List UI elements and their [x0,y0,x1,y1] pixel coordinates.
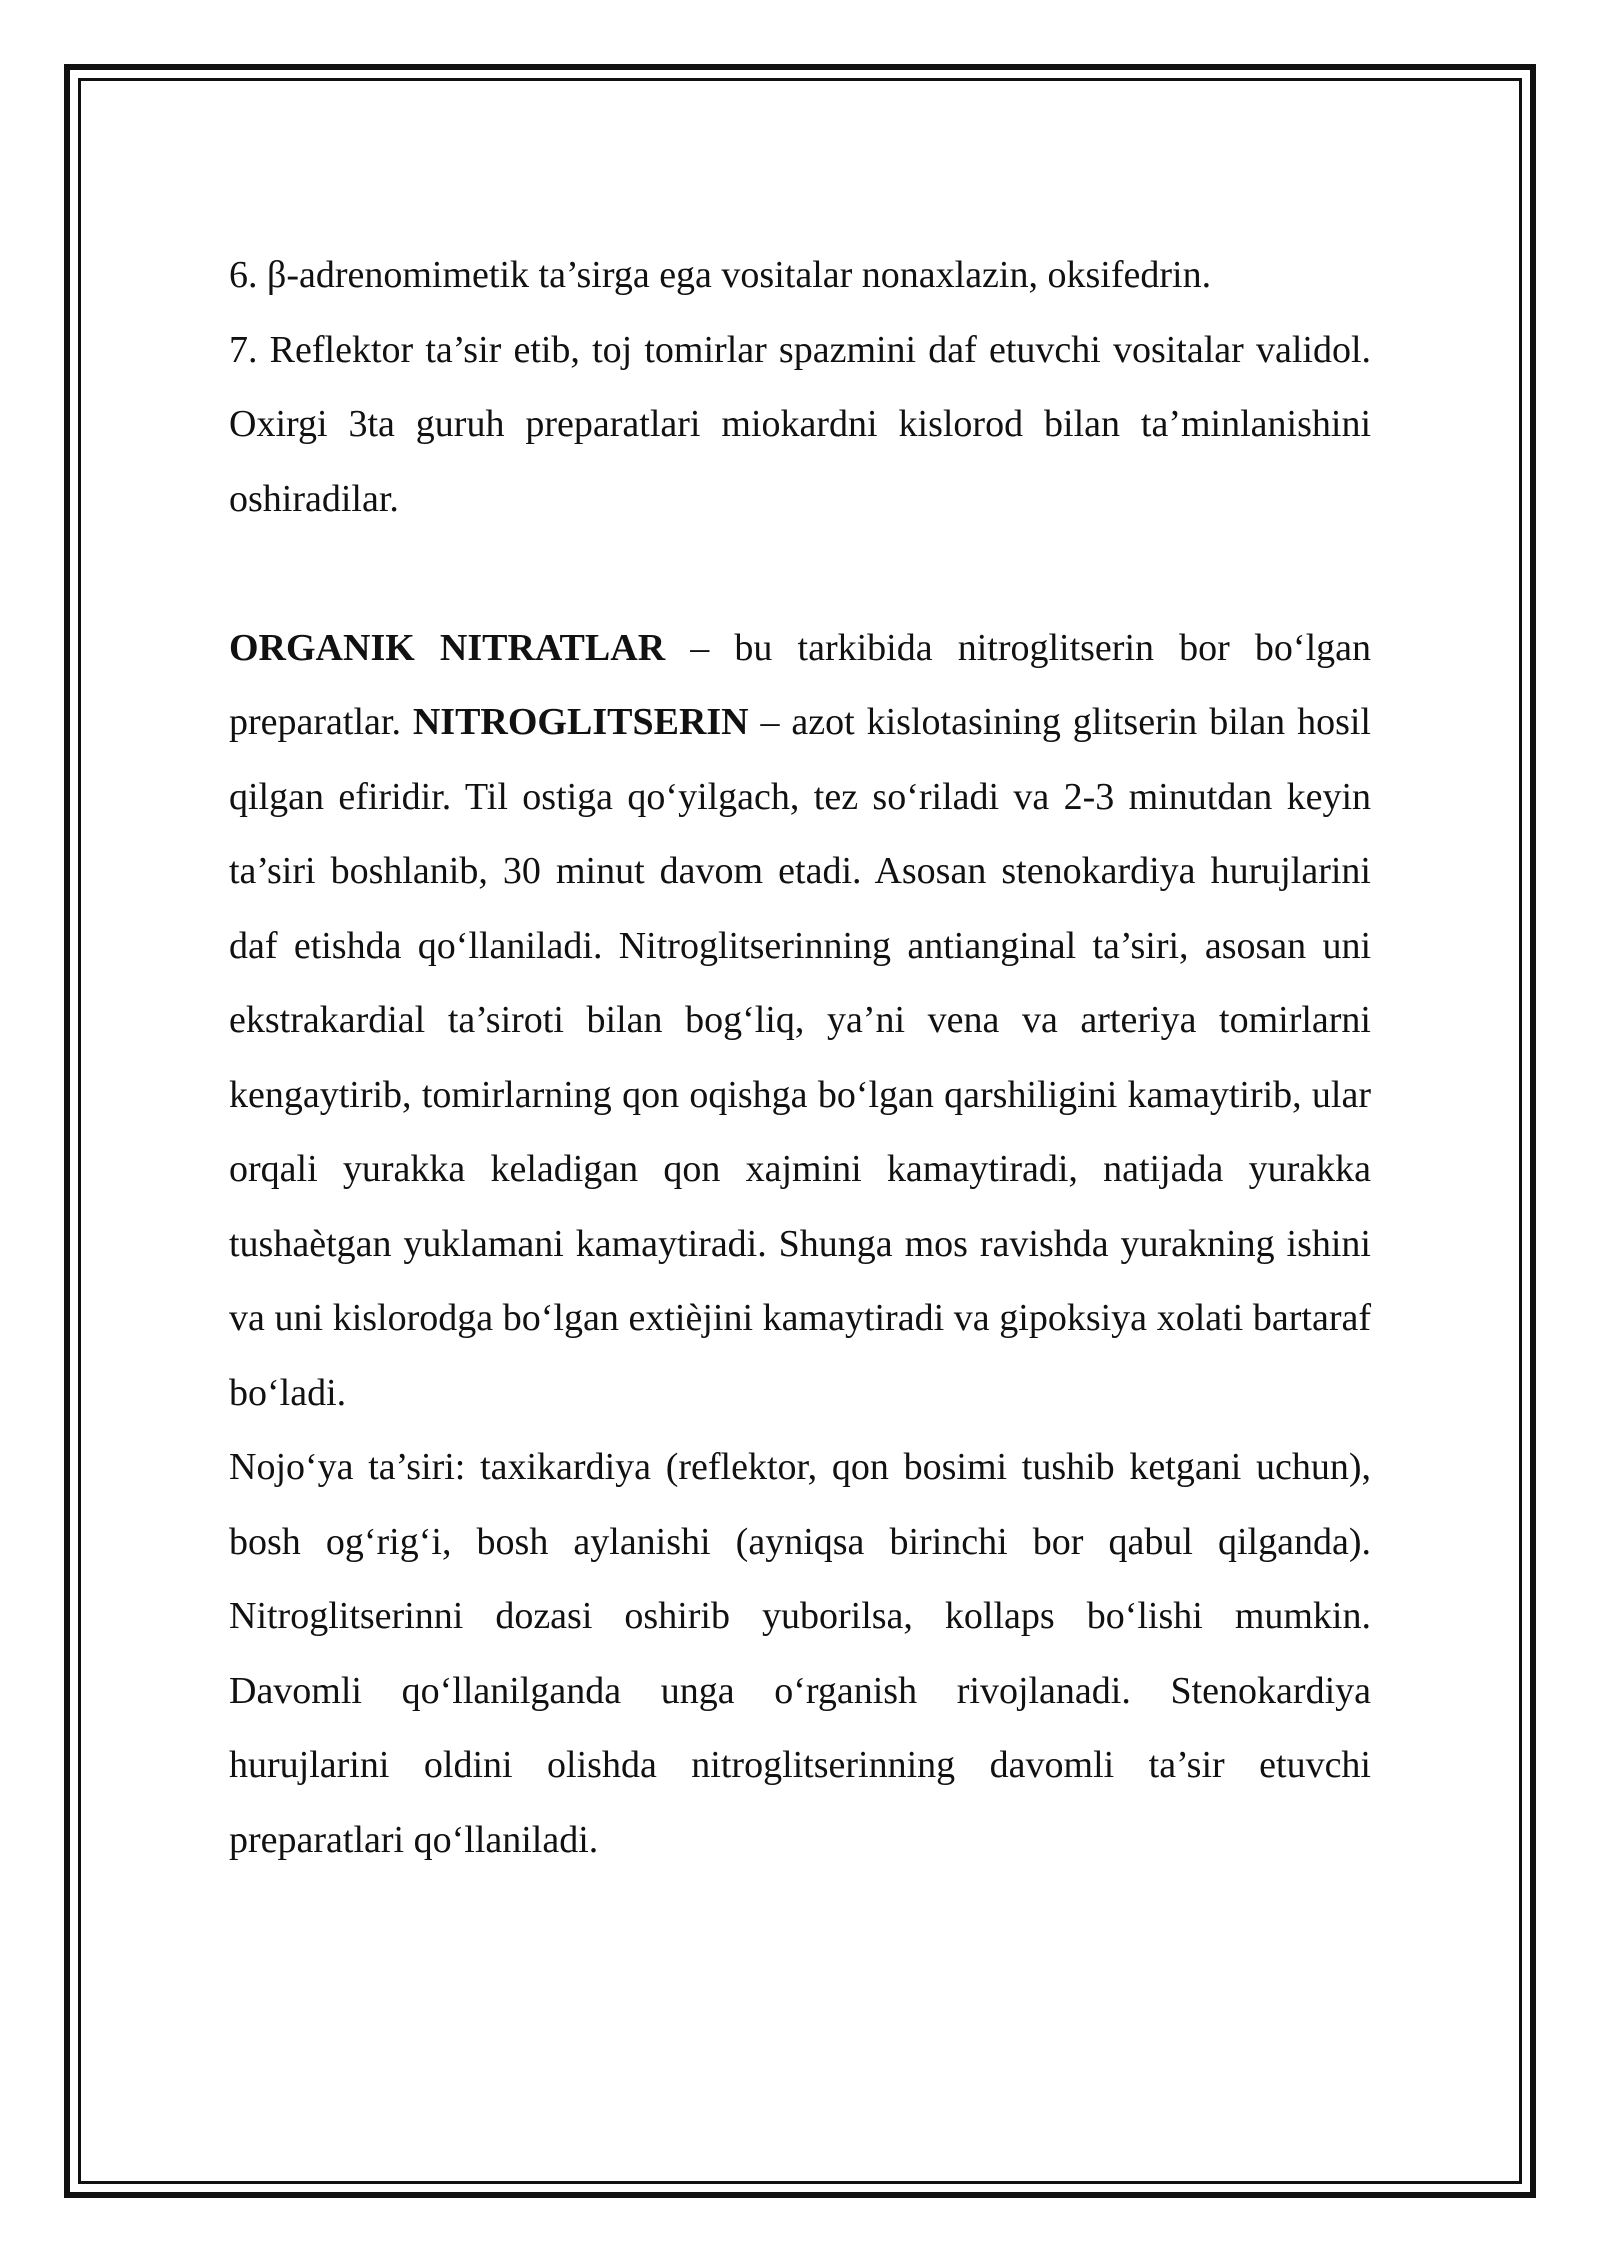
side-effects-paragraph: Nojo‘ya ta’siri: taxikardiya (reflektor, qon bosimi tushib ketgani uchun), bosh og‘rig‘i, bosh aylanishi (ayniqsa birinchi bor qabul qilganda). Nitroglitserinni dozasi oshirib yuborilsa, kollaps bo‘lishi mumkin. Davomli qo‘llanilganda unga o‘rganish rivojlanadi. Stenokardiya hurujlarini oldini olishda nitroglitserinning davomli ta’sir etuvchi preparatlari qo‘llaniladi. [229,1446,1371,1861]
document-body [229,238,1371,1877]
list-item-7: 7. Reflektor ta’sir etib, toj tomirlar spazmini daf etuvchi vositalar validol. Oxirgi 3ta guruh preparatlari miokardni kislorod bilan ta’minlanishini oshiradilar. [229,328,1371,520]
paragraph-spacer [229,536,1371,611]
term-organic-nitrates: ORGANIK NITRATLAR [229,626,666,669]
organic-nitrates-definition: – bu tarkibida nitroglitserin bor bo‘lgan preparatlar. [229,626,1371,743]
list-item-6: 6. β-adrenomimetik ta’sirga ega vositalar nonaxlazin, oksifedrin. [229,254,1212,296]
nitroglycerin-description: – azot kislotasining glitserin bilan hosil qilgan efiridir. Til ostiga qo‘yilgach, tez so‘riladi va 2-3 minutdan keyin ta’siri boshlanib, 30 minut davom etadi. Asosan stenokardiya hurujlarini daf etishda qo‘llaniladi. Nitroglitserinning antianginal ta’siri, asosan uni ekstrakardial ta’siroti bilan bog‘liq, ya’ni vena va arteriya tomirlarni kengaytirib, tomirlarning qon oqishga bo‘lgan qarshiligini kamaytirib, ular orqali yurakka keladigan qon xajmini kamaytiradi, natijada yurakka tushaètgan yuklamani kamaytiradi. Shunga mos ravishda yurakning ishini va uni kislorodga bo‘lgan extièjini kamaytiradi va gipoksiya xolati bartaraf bo‘ladi. [229,701,1371,1414]
term-nitroglycerin: NITROGLITSERIN [412,701,749,743]
organic-nitrates-paragraph [229,611,1371,1431]
